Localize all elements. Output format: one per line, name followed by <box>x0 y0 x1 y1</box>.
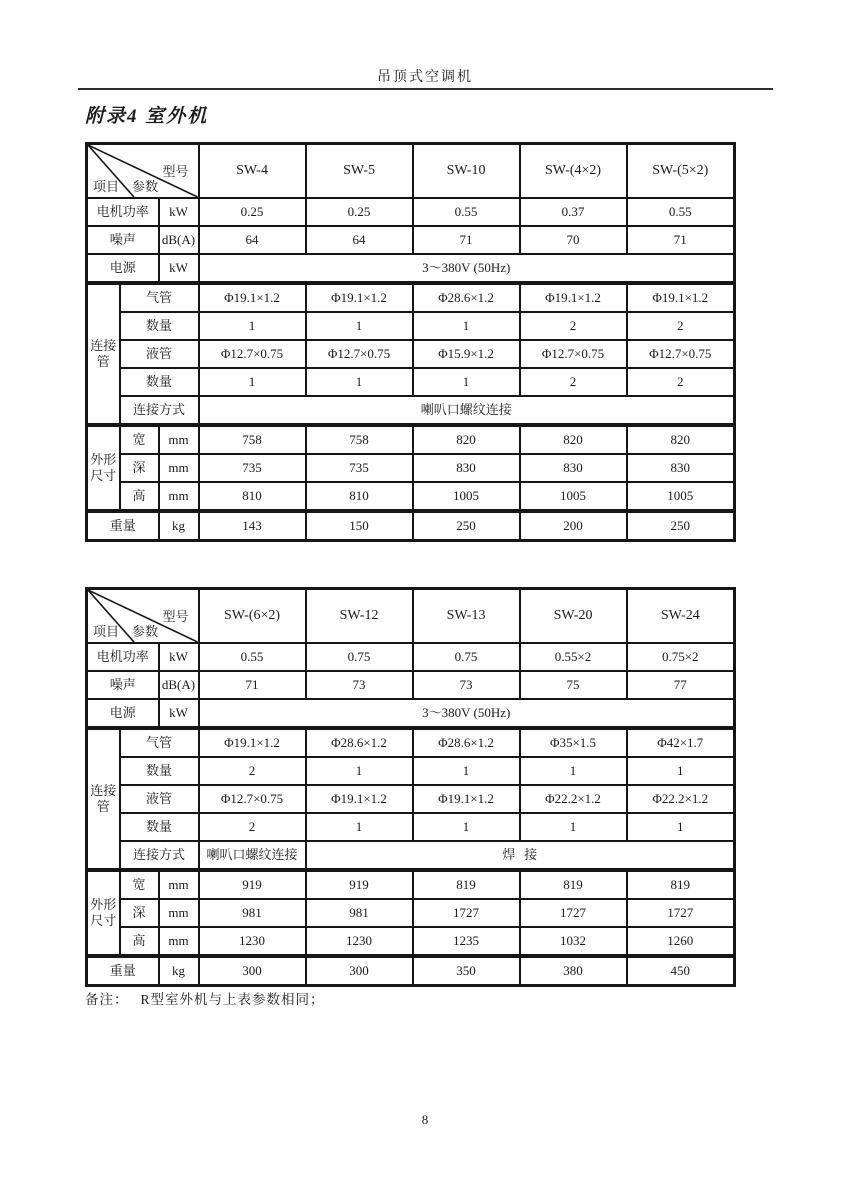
t1-height-value: 1005 <box>413 482 520 511</box>
t2-gas-pipe-value: Φ42×1.7 <box>627 728 735 757</box>
t1-gas-qty-value: 1 <box>413 312 520 340</box>
t2-weight-value: 450 <box>627 956 735 986</box>
t2-weight-value: 300 <box>199 956 306 986</box>
t1-model-header: SW-(5×2) <box>627 144 735 199</box>
row-label-height: 高 <box>120 482 159 511</box>
t1-liquid-qty-value: 2 <box>627 368 735 396</box>
t2-gas-qty-value: 1 <box>306 757 413 785</box>
footnote-label: 备注： <box>85 992 129 1007</box>
t1-weight-value: 250 <box>413 511 520 541</box>
t2-weight-value: 300 <box>306 956 413 986</box>
t2-model-header: SW-24 <box>627 589 735 644</box>
unit-cell: mm <box>159 927 199 956</box>
t2-model-header: SW-13 <box>413 589 520 644</box>
t2-motor-power-value: 0.55×2 <box>520 643 627 671</box>
t1-motor-power-value: 0.25 <box>306 198 413 226</box>
t1-model-header: SW-5 <box>306 144 413 199</box>
t1-gas-pipe-value: Φ19.1×1.2 <box>520 283 627 312</box>
group-label-pipes: 连接管 <box>87 728 120 870</box>
spec-table-2 <box>85 587 736 987</box>
unit-cell: kW <box>159 643 199 671</box>
t1-model-header: SW-4 <box>199 144 306 199</box>
t1-motor-power-value: 0.55 <box>627 198 735 226</box>
t1-gas-pipe-value: Φ19.1×1.2 <box>627 283 735 312</box>
row-label-qty: 数量 <box>120 813 199 841</box>
t2-liquid-pipe-value: Φ19.1×1.2 <box>306 785 413 813</box>
unit-cell: mm <box>159 870 199 899</box>
t2-weight-value: 350 <box>413 956 520 986</box>
row-label-qty: 数量 <box>120 368 199 396</box>
t2-gas-qty-value: 1 <box>627 757 735 785</box>
t2-liquid-qty-value: 1 <box>627 813 735 841</box>
t1-noise-value: 71 <box>413 226 520 254</box>
t2-noise-value: 73 <box>413 671 520 699</box>
diagonal-label-model: 型号 <box>162 609 189 624</box>
unit-cell: kg <box>159 511 199 541</box>
unit-cell: kg <box>159 956 199 986</box>
t1-model-header: SW-(4×2) <box>520 144 627 199</box>
t2-noise-value: 75 <box>520 671 627 699</box>
t1-connection-value: 喇叭口螺纹连接 <box>199 396 735 425</box>
t1-power-supply-value: 3～380V (50Hz) <box>199 254 735 283</box>
t1-motor-power-value: 0.55 <box>413 198 520 226</box>
t2-liquid-pipe-value: Φ19.1×1.2 <box>413 785 520 813</box>
unit-cell: mm <box>159 425 199 454</box>
unit-cell: mm <box>159 454 199 482</box>
t2-power-supply-value: 3～380V (50Hz) <box>199 699 735 728</box>
t1-weight-value: 250 <box>627 511 735 541</box>
unit-cell: mm <box>159 482 199 511</box>
t1-height-value: 810 <box>306 482 413 511</box>
t2-liquid-pipe-value: Φ22.2×1.2 <box>627 785 735 813</box>
t1-gas-pipe-value: Φ19.1×1.2 <box>199 283 306 312</box>
group-label-dimensions: 外形尺寸 <box>87 870 120 956</box>
t1-height-value: 1005 <box>520 482 627 511</box>
row-label-gas-pipe: 气管 <box>120 728 199 757</box>
t2-depth-value: 981 <box>199 899 306 927</box>
running-header: 吊顶式空调机 <box>377 70 473 85</box>
unit-cell: mm <box>159 899 199 927</box>
t2-gas-pipe-value: Φ35×1.5 <box>520 728 627 757</box>
unit-cell: kW <box>159 699 199 728</box>
t1-noise-value: 70 <box>520 226 627 254</box>
t2-width-value: 819 <box>520 870 627 899</box>
row-label-height: 高 <box>120 927 159 956</box>
t2-height-value: 1235 <box>413 927 520 956</box>
t2-noise-value: 71 <box>199 671 306 699</box>
t2-connection-rest-value: 焊接 <box>306 841 735 870</box>
row-label-noise: 噪声 <box>87 226 159 254</box>
t2-width-value: 919 <box>306 870 413 899</box>
t2-height-value: 1230 <box>306 927 413 956</box>
row-label-weight: 重量 <box>87 956 159 986</box>
t2-liquid-qty-value: 2 <box>199 813 306 841</box>
t2-height-value: 1032 <box>520 927 627 956</box>
t2-width-value: 819 <box>413 870 520 899</box>
t2-depth-value: 1727 <box>413 899 520 927</box>
t2-width-value: 919 <box>199 870 306 899</box>
diagonal-label-model: 型号 <box>162 164 189 179</box>
group-label-pipes: 连接管 <box>87 283 120 425</box>
t1-depth-value: 830 <box>520 454 627 482</box>
t2-motor-power-value: 0.55 <box>199 643 306 671</box>
diagonal-header-cell <box>87 144 199 199</box>
unit-cell: dB(A) <box>159 226 199 254</box>
t1-noise-value: 64 <box>199 226 306 254</box>
t2-depth-value: 1727 <box>627 899 735 927</box>
group-label-dimensions: 外形尺寸 <box>87 425 120 511</box>
t1-width-value: 820 <box>520 425 627 454</box>
t2-gas-pipe-value: Φ28.6×1.2 <box>306 728 413 757</box>
t2-gas-pipe-value: Φ19.1×1.2 <box>199 728 306 757</box>
unit-cell: kW <box>159 254 199 283</box>
t2-noise-value: 73 <box>306 671 413 699</box>
t2-gas-pipe-value: Φ28.6×1.2 <box>413 728 520 757</box>
unit-cell: kW <box>159 198 199 226</box>
t2-noise-value: 77 <box>627 671 735 699</box>
diagonal-label-param: 参数 <box>132 179 159 194</box>
row-label-weight: 重量 <box>87 511 159 541</box>
diagonal-label-item: 项目 <box>93 179 120 194</box>
t1-weight-value: 150 <box>306 511 413 541</box>
row-label-conn-method: 连接方式 <box>120 396 199 425</box>
row-label-power: 电源 <box>87 254 159 283</box>
page-title: 附录4 室外机 <box>85 106 209 127</box>
t2-height-value: 1260 <box>627 927 735 956</box>
t1-liquid-qty-value: 1 <box>306 368 413 396</box>
t2-gas-qty-value: 1 <box>413 757 520 785</box>
header-rule <box>78 88 773 90</box>
t1-liquid-pipe-value: Φ15.9×1.2 <box>413 340 520 368</box>
t2-liquid-qty-value: 1 <box>413 813 520 841</box>
diagonal-label-item: 项目 <box>93 624 120 639</box>
t1-weight-value: 143 <box>199 511 306 541</box>
spec-table-1 <box>85 142 736 542</box>
t2-motor-power-value: 0.75 <box>306 643 413 671</box>
t1-noise-value: 71 <box>627 226 735 254</box>
t2-model-header: SW-20 <box>520 589 627 644</box>
t2-model-header: SW-12 <box>306 589 413 644</box>
t1-liquid-pipe-value: Φ12.7×0.75 <box>199 340 306 368</box>
t2-liquid-qty-value: 1 <box>520 813 627 841</box>
t2-height-value: 1230 <box>199 927 306 956</box>
t1-liquid-qty-value: 1 <box>199 368 306 396</box>
row-label-liquid-pipe: 液管 <box>120 785 199 813</box>
t1-depth-value: 735 <box>199 454 306 482</box>
t1-weight-value: 200 <box>520 511 627 541</box>
row-label-conn-method: 连接方式 <box>120 841 199 870</box>
t1-gas-qty-value: 2 <box>520 312 627 340</box>
row-label-depth: 深 <box>120 454 159 482</box>
row-label-power: 电源 <box>87 699 159 728</box>
t1-gas-qty-value: 1 <box>199 312 306 340</box>
row-label-width: 宽 <box>120 870 159 899</box>
row-label-qty: 数量 <box>120 757 199 785</box>
t1-gas-qty-value: 1 <box>306 312 413 340</box>
t1-gas-pipe-value: Φ28.6×1.2 <box>413 283 520 312</box>
t1-depth-value: 830 <box>627 454 735 482</box>
t2-depth-value: 981 <box>306 899 413 927</box>
diagonal-header-cell <box>87 589 199 644</box>
t1-model-header: SW-10 <box>413 144 520 199</box>
t1-height-value: 810 <box>199 482 306 511</box>
footnote-text: R型室外机与上表参数相同； <box>140 992 325 1007</box>
t1-height-value: 1005 <box>627 482 735 511</box>
t1-liquid-pipe-value: Φ12.7×0.75 <box>306 340 413 368</box>
t1-liquid-pipe-value: Φ12.7×0.75 <box>520 340 627 368</box>
t2-connection-first-value: 喇叭口螺纹连接 <box>199 841 306 870</box>
t1-gas-pipe-value: Φ19.1×1.2 <box>306 283 413 312</box>
t1-gas-qty-value: 2 <box>627 312 735 340</box>
unit-cell: dB(A) <box>159 671 199 699</box>
page-number: 8 <box>421 1112 429 1127</box>
t2-gas-qty-value: 1 <box>520 757 627 785</box>
diagonal-label-param: 参数 <box>132 624 159 639</box>
t1-depth-value: 735 <box>306 454 413 482</box>
t2-model-header: SW-(6×2) <box>199 589 306 644</box>
t1-depth-value: 830 <box>413 454 520 482</box>
row-label-liquid-pipe: 液管 <box>120 340 199 368</box>
t2-weight-value: 380 <box>520 956 627 986</box>
t1-liquid-qty-value: 2 <box>520 368 627 396</box>
row-label-depth: 深 <box>120 899 159 927</box>
t1-width-value: 758 <box>306 425 413 454</box>
t1-liquid-pipe-value: Φ12.7×0.75 <box>627 340 735 368</box>
t2-width-value: 819 <box>627 870 735 899</box>
t1-motor-power-value: 0.25 <box>199 198 306 226</box>
t2-liquid-qty-value: 1 <box>306 813 413 841</box>
row-label-motor-power: 电机功率 <box>87 643 159 671</box>
t2-gas-qty-value: 2 <box>199 757 306 785</box>
t2-motor-power-value: 0.75 <box>413 643 520 671</box>
t1-liquid-qty-value: 1 <box>413 368 520 396</box>
t2-liquid-pipe-value: Φ22.2×1.2 <box>520 785 627 813</box>
footnote <box>85 988 325 1008</box>
row-label-gas-pipe: 气管 <box>120 283 199 312</box>
t1-noise-value: 64 <box>306 226 413 254</box>
row-label-motor-power: 电机功率 <box>87 198 159 226</box>
t1-motor-power-value: 0.37 <box>520 198 627 226</box>
t2-depth-value: 1727 <box>520 899 627 927</box>
row-label-qty: 数量 <box>120 312 199 340</box>
t1-width-value: 820 <box>627 425 735 454</box>
t2-liquid-pipe-value: Φ12.7×0.75 <box>199 785 306 813</box>
row-label-noise: 噪声 <box>87 671 159 699</box>
t1-width-value: 758 <box>199 425 306 454</box>
t1-width-value: 820 <box>413 425 520 454</box>
t2-motor-power-value: 0.75×2 <box>627 643 735 671</box>
row-label-width: 宽 <box>120 425 159 454</box>
